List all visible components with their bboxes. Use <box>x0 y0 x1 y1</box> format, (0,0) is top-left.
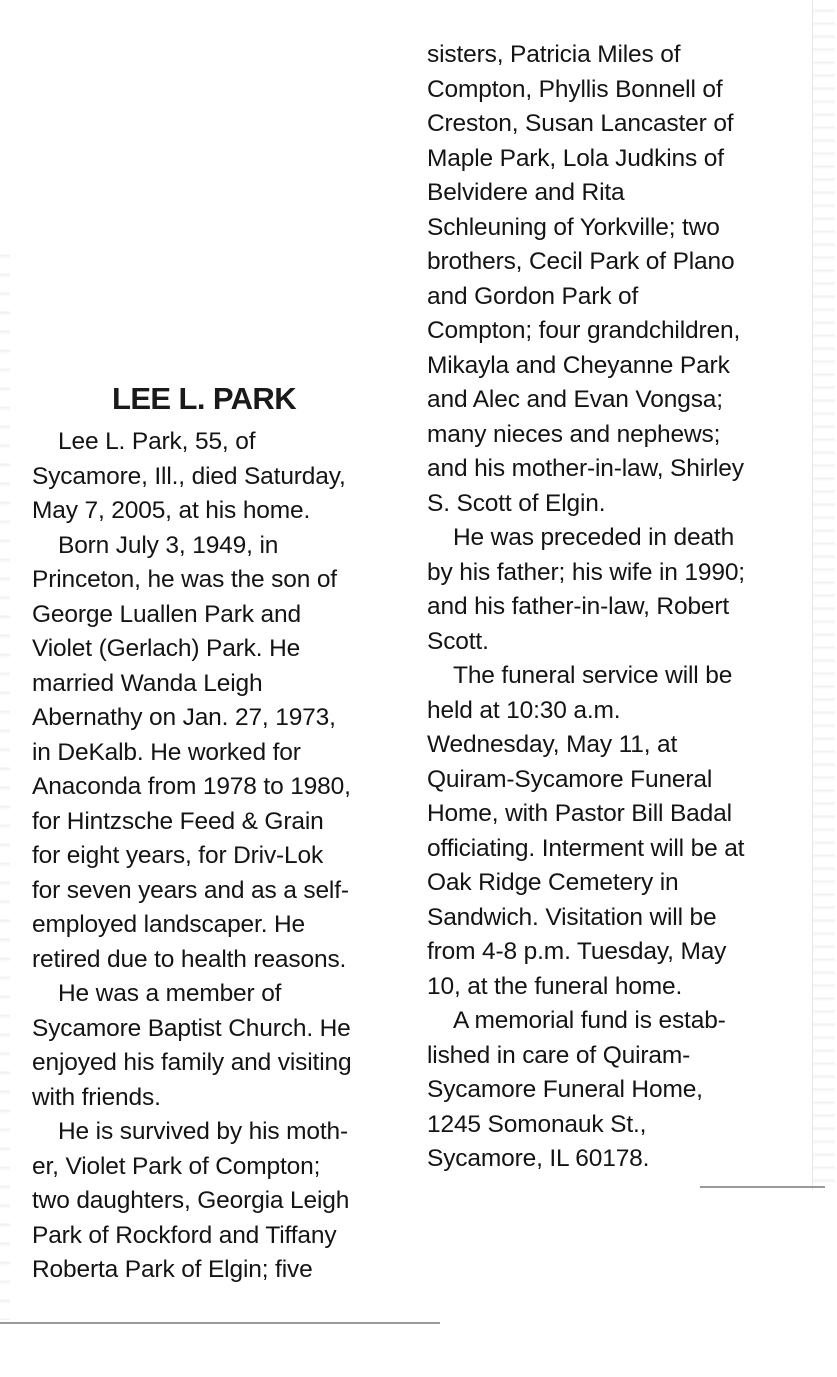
text-line: Mikayla and Cheyanne Park <box>427 351 730 379</box>
scan-edge-right <box>812 0 835 1190</box>
text-line: Maple Park, Lola Judkins of <box>427 144 724 172</box>
column-bottom-rule <box>0 1322 440 1324</box>
text-line: Park of Rockford and Tiffany <box>32 1221 337 1249</box>
text-line: for Hintzsche Feed & Grain <box>32 807 324 835</box>
text-line: Quiram-Sycamore Funeral <box>427 765 713 793</box>
text-line: 10, at the funeral home. <box>427 972 683 1000</box>
text-line: and Alec and Evan Vongsa; <box>427 386 723 413</box>
text-line: by his father; his wife in 1990; <box>427 558 745 586</box>
text-line: Roberta Park of Elgin; five <box>32 1256 313 1283</box>
text-line: sisters, Patricia Miles of <box>427 41 681 68</box>
text-line: with friends. <box>32 1083 161 1111</box>
text-line: two daughters, Georgia Leigh <box>32 1187 350 1214</box>
text-line: for seven years and as a self- <box>32 876 349 904</box>
text-line: Sandwich. Visitation will be <box>427 903 717 931</box>
text-line: Oak Ridge Cemetery in <box>427 869 679 896</box>
text-line: 1245 Somonauk St., <box>427 1110 647 1138</box>
text-line: Home, with Pastor Bill Badal <box>427 800 732 827</box>
text-line: A memorial fund is estab- <box>453 1007 726 1034</box>
text-line: officiating. Interment will be at <box>427 834 745 862</box>
text-line: employed landscaper. He <box>32 911 306 938</box>
left-text-column <box>32 425 416 1288</box>
text-line: Sycamore, IL 60178. <box>427 1145 650 1172</box>
scan-edge-left <box>0 240 10 1320</box>
text-line: lished in care of Quiram- <box>427 1041 691 1069</box>
text-line: Creston, Susan Lancaster of <box>427 110 734 137</box>
text-line: enjoyed his family and visiting <box>32 1049 352 1076</box>
text-line: Born July 3, 1949, in <box>58 531 279 559</box>
text-line: brothers, Cecil Park of Plano <box>427 248 735 275</box>
text-line: Scott. <box>427 627 489 655</box>
text-line: Lee L. Park, 55, of <box>58 428 256 455</box>
obituary-headline: LEE L. PARK <box>112 381 297 416</box>
text-line: Compton; four grandchildren, <box>427 317 741 344</box>
text-line: Sycamore, Ill., died Saturday, <box>32 462 346 490</box>
text-line: Abernathy on Jan. 27, 1973, <box>32 704 336 731</box>
text-line: He was preceded in death <box>453 524 735 551</box>
text-line: Anaconda from 1978 to 1980, <box>32 773 351 800</box>
text-line: in DeKalb. He worked for <box>32 738 301 766</box>
text-line: May 7, 2005, at his home. <box>32 497 311 524</box>
text-line: Princeton, he was the son of <box>32 566 337 593</box>
right-column-bottom-rule <box>700 1186 825 1188</box>
text-line: from 4-8 p.m. Tuesday, May <box>427 938 727 965</box>
text-line: He was a member of <box>58 980 282 1007</box>
text-line: S. Scott of Elgin. <box>427 489 606 517</box>
text-line: for eight years, for Driv-Lok <box>32 842 324 869</box>
text-line: Violet (Gerlach) Park. He <box>32 635 301 662</box>
text-line: Compton, Phyllis Bonnell of <box>427 75 723 103</box>
text-line: George Luallen Park and <box>32 600 301 628</box>
text-line: The funeral service will be <box>453 662 733 689</box>
text-line: married Wanda Leigh <box>32 669 263 697</box>
text-line: He is survived by his moth- <box>58 1118 349 1145</box>
text-line: er, Violet Park of Compton; <box>32 1152 321 1180</box>
text-line: Sycamore Baptist Church. He <box>32 1014 351 1042</box>
text-line: Belvidere and Rita <box>427 179 625 206</box>
text-line: and his father-in-law, Robert <box>427 593 730 620</box>
right-text-column <box>427 38 812 1177</box>
text-line: held at 10:30 a.m. <box>427 696 621 724</box>
text-line: many nieces and nephews; <box>427 420 721 448</box>
text-line: and his mother-in-law, Shirley <box>427 455 744 482</box>
text-line: retired due to health reasons. <box>32 945 347 973</box>
text-line: and Gordon Park of <box>427 282 639 310</box>
text-line: Sycamore Funeral Home, <box>427 1076 703 1103</box>
text-line: Schleuning of Yorkville; two <box>427 213 720 241</box>
text-line: Wednesday, May 11, at <box>427 731 678 758</box>
